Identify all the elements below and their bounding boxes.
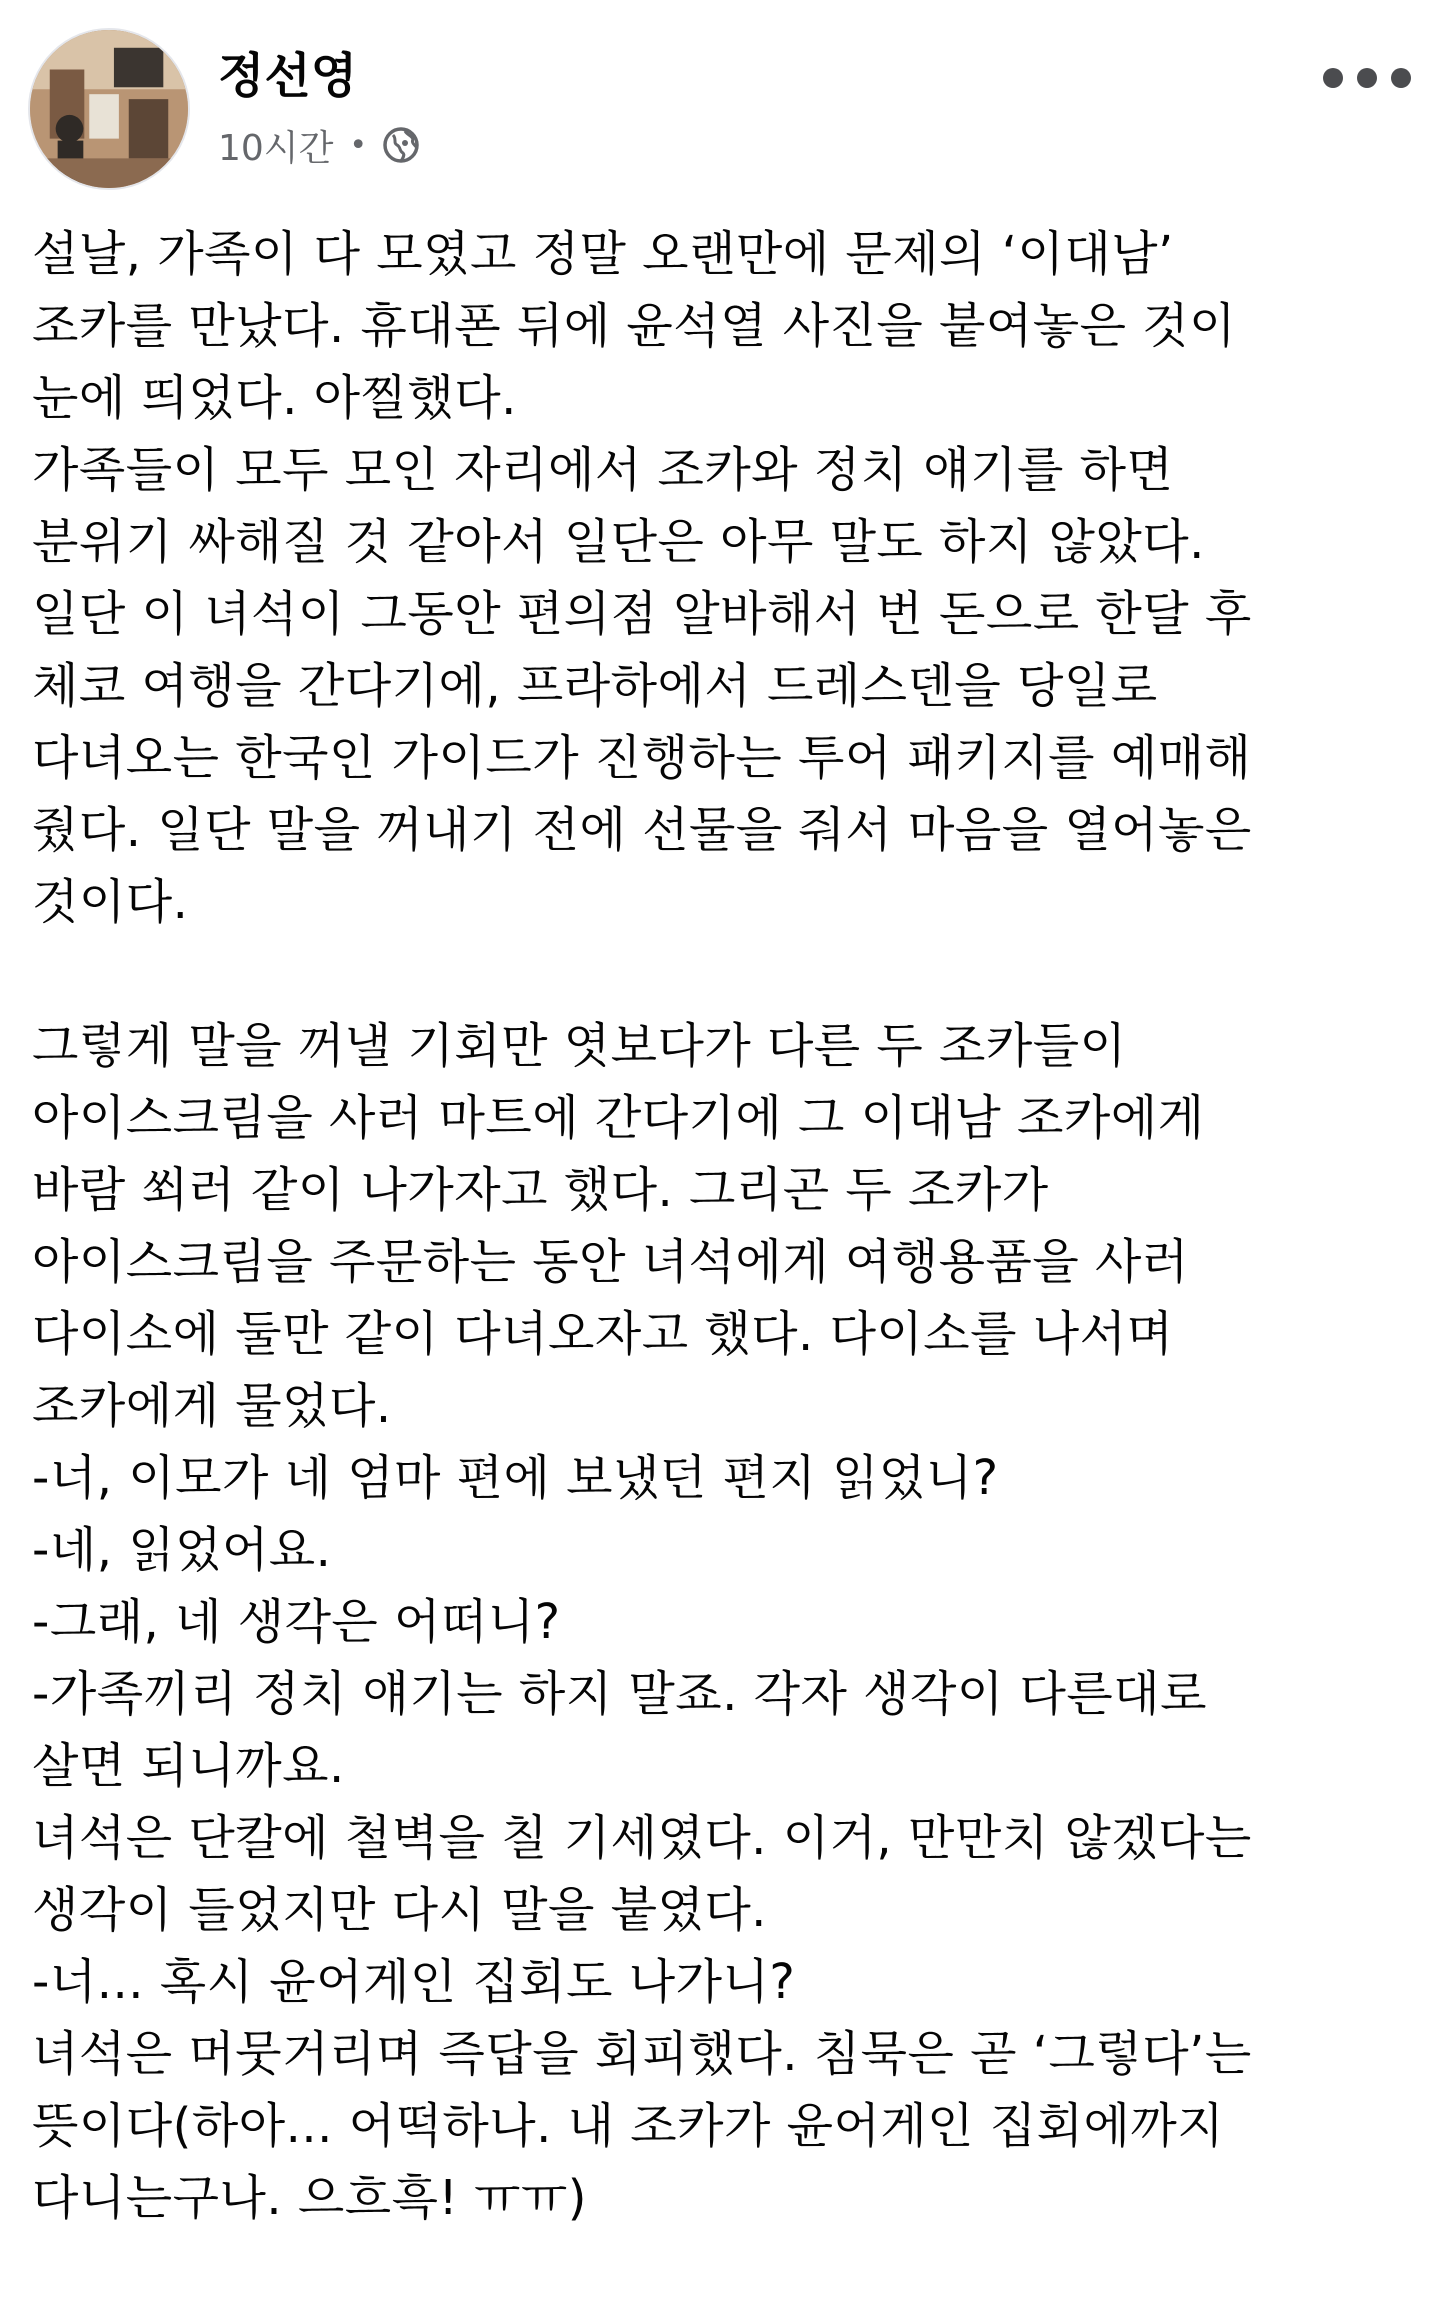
post-text-line: 일단 이 녀석이 그동안 편의점 알바해서 번 돈으로 한달 후 [32,586,1252,642]
post-text-line: -가족끼리 정치 얘기는 하지 말죠. 각자 생각이 다른대로 [32,1666,1207,1722]
post-text-line: 가족들이 모두 모인 자리에서 조카와 정치 얘기를 하면 [32,442,1174,498]
post-text-line [32,938,1412,1010]
more-dot [1391,68,1411,88]
post-text-line: 바람 쐬러 같이 나가자고 했다. 그리곤 두 조카가 [32,1162,1049,1218]
post-text-line: 녀석은 단칼에 철벽을 칠 기세였다. 이거, 만만치 않겠다는 [32,1810,1252,1866]
post-text-line: 설날, 가족이 다 모였고 정말 오랜만에 문제의 ‘이대남’ [32,226,1174,282]
more-horizontal-icon [1323,68,1343,88]
post-text-line: -너... 혹시 윤어게인 집회도 나가니? [32,1954,796,2010]
post-text-line: 생각이 들었지만 다시 말을 붙였다. [32,1882,767,1938]
post-header [0,0,1439,200]
post-timestamp[interactable]: 10시간 [218,127,334,169]
post-text-line: 뜻이다(하아... 어떡하나. 내 조카가 윤어게인 집회에까지 [32,2098,1225,2154]
post-text-line: 그렇게 말을 꺼낼 기회만 엿보다가 다른 두 조카들이 [32,1018,1127,1074]
post-meta [218,120,421,170]
post-text-line: 다녀오는 한국인 가이드가 진행하는 투어 패키지를 예매해 [32,730,1252,786]
post-text-line: 조카에게 물었다. [32,1378,392,1434]
post-body-text [32,218,1412,2234]
post-text-line: 줬다. 일단 말을 꺼내기 전에 선물을 줘서 마음을 열어놓은 [32,802,1252,858]
post-text-line: 아이스크림을 주문하는 동안 녀석에게 여행용품을 사러 [32,1234,1189,1290]
post-text-line: 다니는구나. 으흐흑! ㅠㅠ) [32,2170,587,2226]
meta-separator: • [349,127,368,163]
more-options-button[interactable] [1315,50,1419,106]
post-text-line: 살면 되니까요. [32,1738,345,1794]
post-text-line: -너, 이모가 네 엄마 편에 보냈던 편지 읽었니? [32,1450,999,1506]
author-name[interactable]: 정선영 [218,48,358,104]
post-text-line: 분위기 싸해질 것 같아서 일단은 아무 말도 하지 않았다. [32,514,1205,570]
author-avatar[interactable] [28,28,190,190]
globe-icon[interactable] [381,125,421,165]
post-text-line: 다이소에 둘만 같이 다녀오자고 했다. 다이소를 나서며 [32,1306,1174,1362]
avatar-photo [30,30,188,188]
post-text-line: 눈에 띄었다. 아찔했다. [32,370,517,426]
post-text-line: 조카를 만났다. 휴대폰 뒤에 윤석열 사진을 붙여놓은 것이 [32,298,1237,354]
post-text-line: 녀석은 머뭇거리며 즉답을 회피했다. 침묵은 곧 ‘그렇다’는 [32,2026,1252,2082]
post-text-line: 것이다. [32,874,189,930]
post-text-line: -그래, 네 생각은 어떠니? [32,1594,561,1650]
post-text-line: -네, 읽었어요. [32,1522,332,1578]
more-dot [1357,68,1377,88]
post-text-line: 체코 여행을 간다기에, 프라하에서 드레스덴을 당일로 [32,658,1158,714]
post-text-line: 아이스크림을 사러 마트에 간다기에 그 이대남 조카에게 [32,1090,1205,1146]
